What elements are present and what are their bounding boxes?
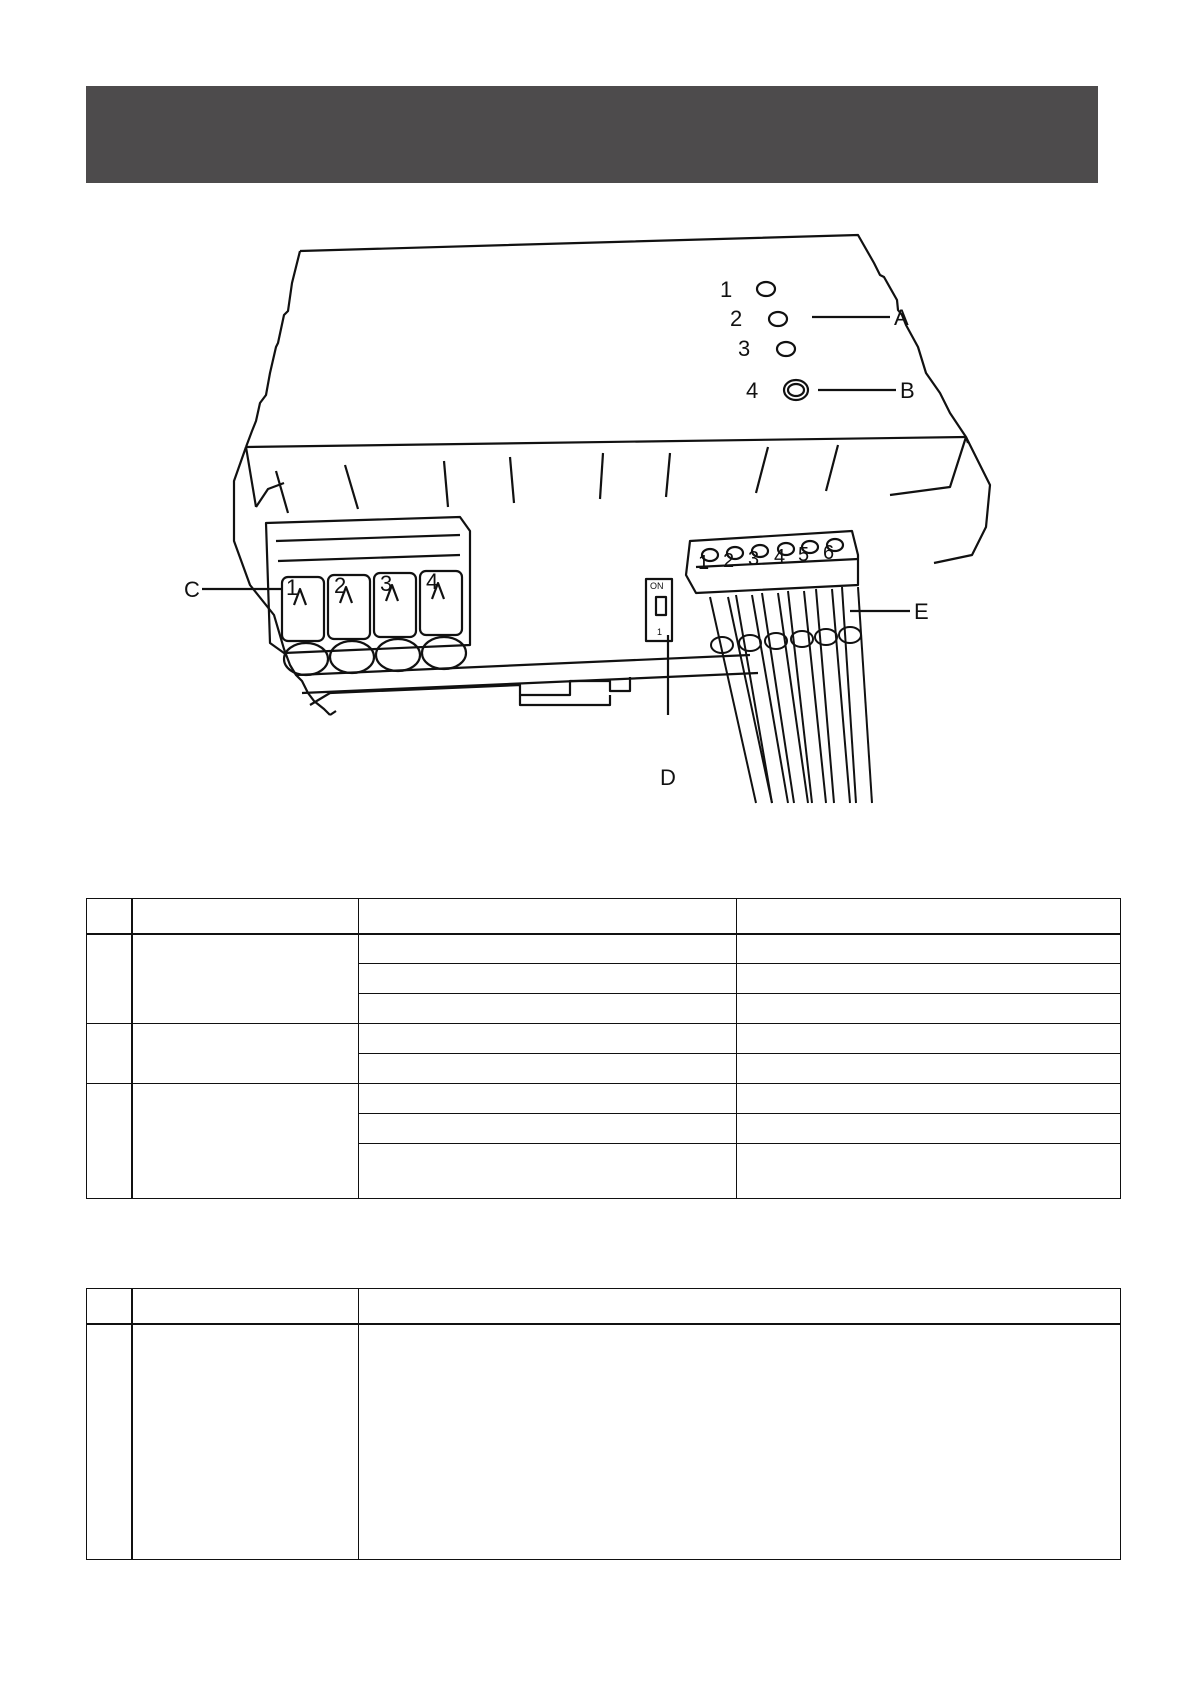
right-terminal-6: 6 — [823, 542, 835, 564]
table-cell — [737, 1054, 1121, 1084]
table-cell — [359, 1084, 737, 1114]
left-terminal-2: 2 — [334, 573, 347, 598]
table-cell — [359, 934, 737, 964]
table-2 — [86, 1288, 1121, 1560]
led-number-labels — [720, 277, 758, 403]
table-cell — [737, 964, 1121, 994]
table-cell — [87, 899, 132, 934]
table-cell — [737, 1024, 1121, 1054]
left-terminal-3: 3 — [380, 571, 393, 596]
table-cell — [737, 1084, 1121, 1114]
table-cell — [737, 1144, 1121, 1199]
table-cell — [132, 899, 359, 934]
table-row — [87, 1324, 1121, 1560]
device-diagram — [184, 225, 990, 815]
table-cell — [359, 1024, 737, 1054]
table-cell — [359, 1289, 1121, 1324]
led-number-1: 1 — [720, 277, 733, 302]
table-cell — [359, 899, 737, 934]
table-cell — [359, 964, 737, 994]
table-cell — [87, 934, 132, 1024]
callout-a: A — [894, 305, 909, 330]
dip-switch-on-label: ON — [650, 581, 664, 591]
table-cell — [737, 1114, 1121, 1144]
table-cell — [737, 934, 1121, 964]
table-cell — [359, 994, 737, 1024]
table-cell — [737, 899, 1121, 934]
table-cell — [359, 1324, 1121, 1560]
right-terminal-4: 4 — [774, 546, 786, 568]
table-1 — [86, 898, 1121, 1199]
table-cell — [132, 1024, 359, 1084]
table-cell — [132, 1289, 359, 1324]
table-cell — [132, 934, 359, 1024]
table-cell — [359, 1144, 737, 1199]
left-terminal-4: 4 — [426, 569, 439, 594]
right-terminal-2: 2 — [723, 550, 735, 572]
table-cell — [359, 1054, 737, 1084]
device-illustration — [184, 225, 990, 815]
table-cell — [87, 1324, 132, 1560]
callout-c: C — [184, 577, 200, 602]
header-band — [86, 86, 1098, 183]
left-terminal-1: 1 — [286, 575, 299, 600]
table-cell — [87, 1289, 132, 1324]
right-terminal-5: 5 — [798, 544, 810, 566]
led-number-3: 3 — [738, 336, 751, 361]
table-cell — [359, 1114, 737, 1144]
right-terminal-3: 3 — [748, 548, 760, 570]
table-row — [87, 934, 1121, 964]
table-cell — [87, 1024, 132, 1084]
dip-switch-position-label: 1 — [657, 627, 663, 637]
table-cell — [132, 1084, 359, 1199]
led-number-2: 2 — [730, 306, 743, 331]
table-row — [87, 1289, 1121, 1324]
table-row — [87, 1024, 1121, 1054]
table-cell — [132, 1324, 359, 1560]
callout-e: E — [914, 599, 929, 624]
right-terminal-1: 1 — [698, 552, 710, 574]
table-row — [87, 1084, 1121, 1114]
led-number-4: 4 — [746, 378, 759, 403]
table-row — [87, 899, 1121, 934]
table-cell — [87, 1084, 132, 1199]
table-cell — [737, 994, 1121, 1024]
callout-b: B — [900, 378, 915, 403]
callout-d: D — [660, 765, 676, 790]
